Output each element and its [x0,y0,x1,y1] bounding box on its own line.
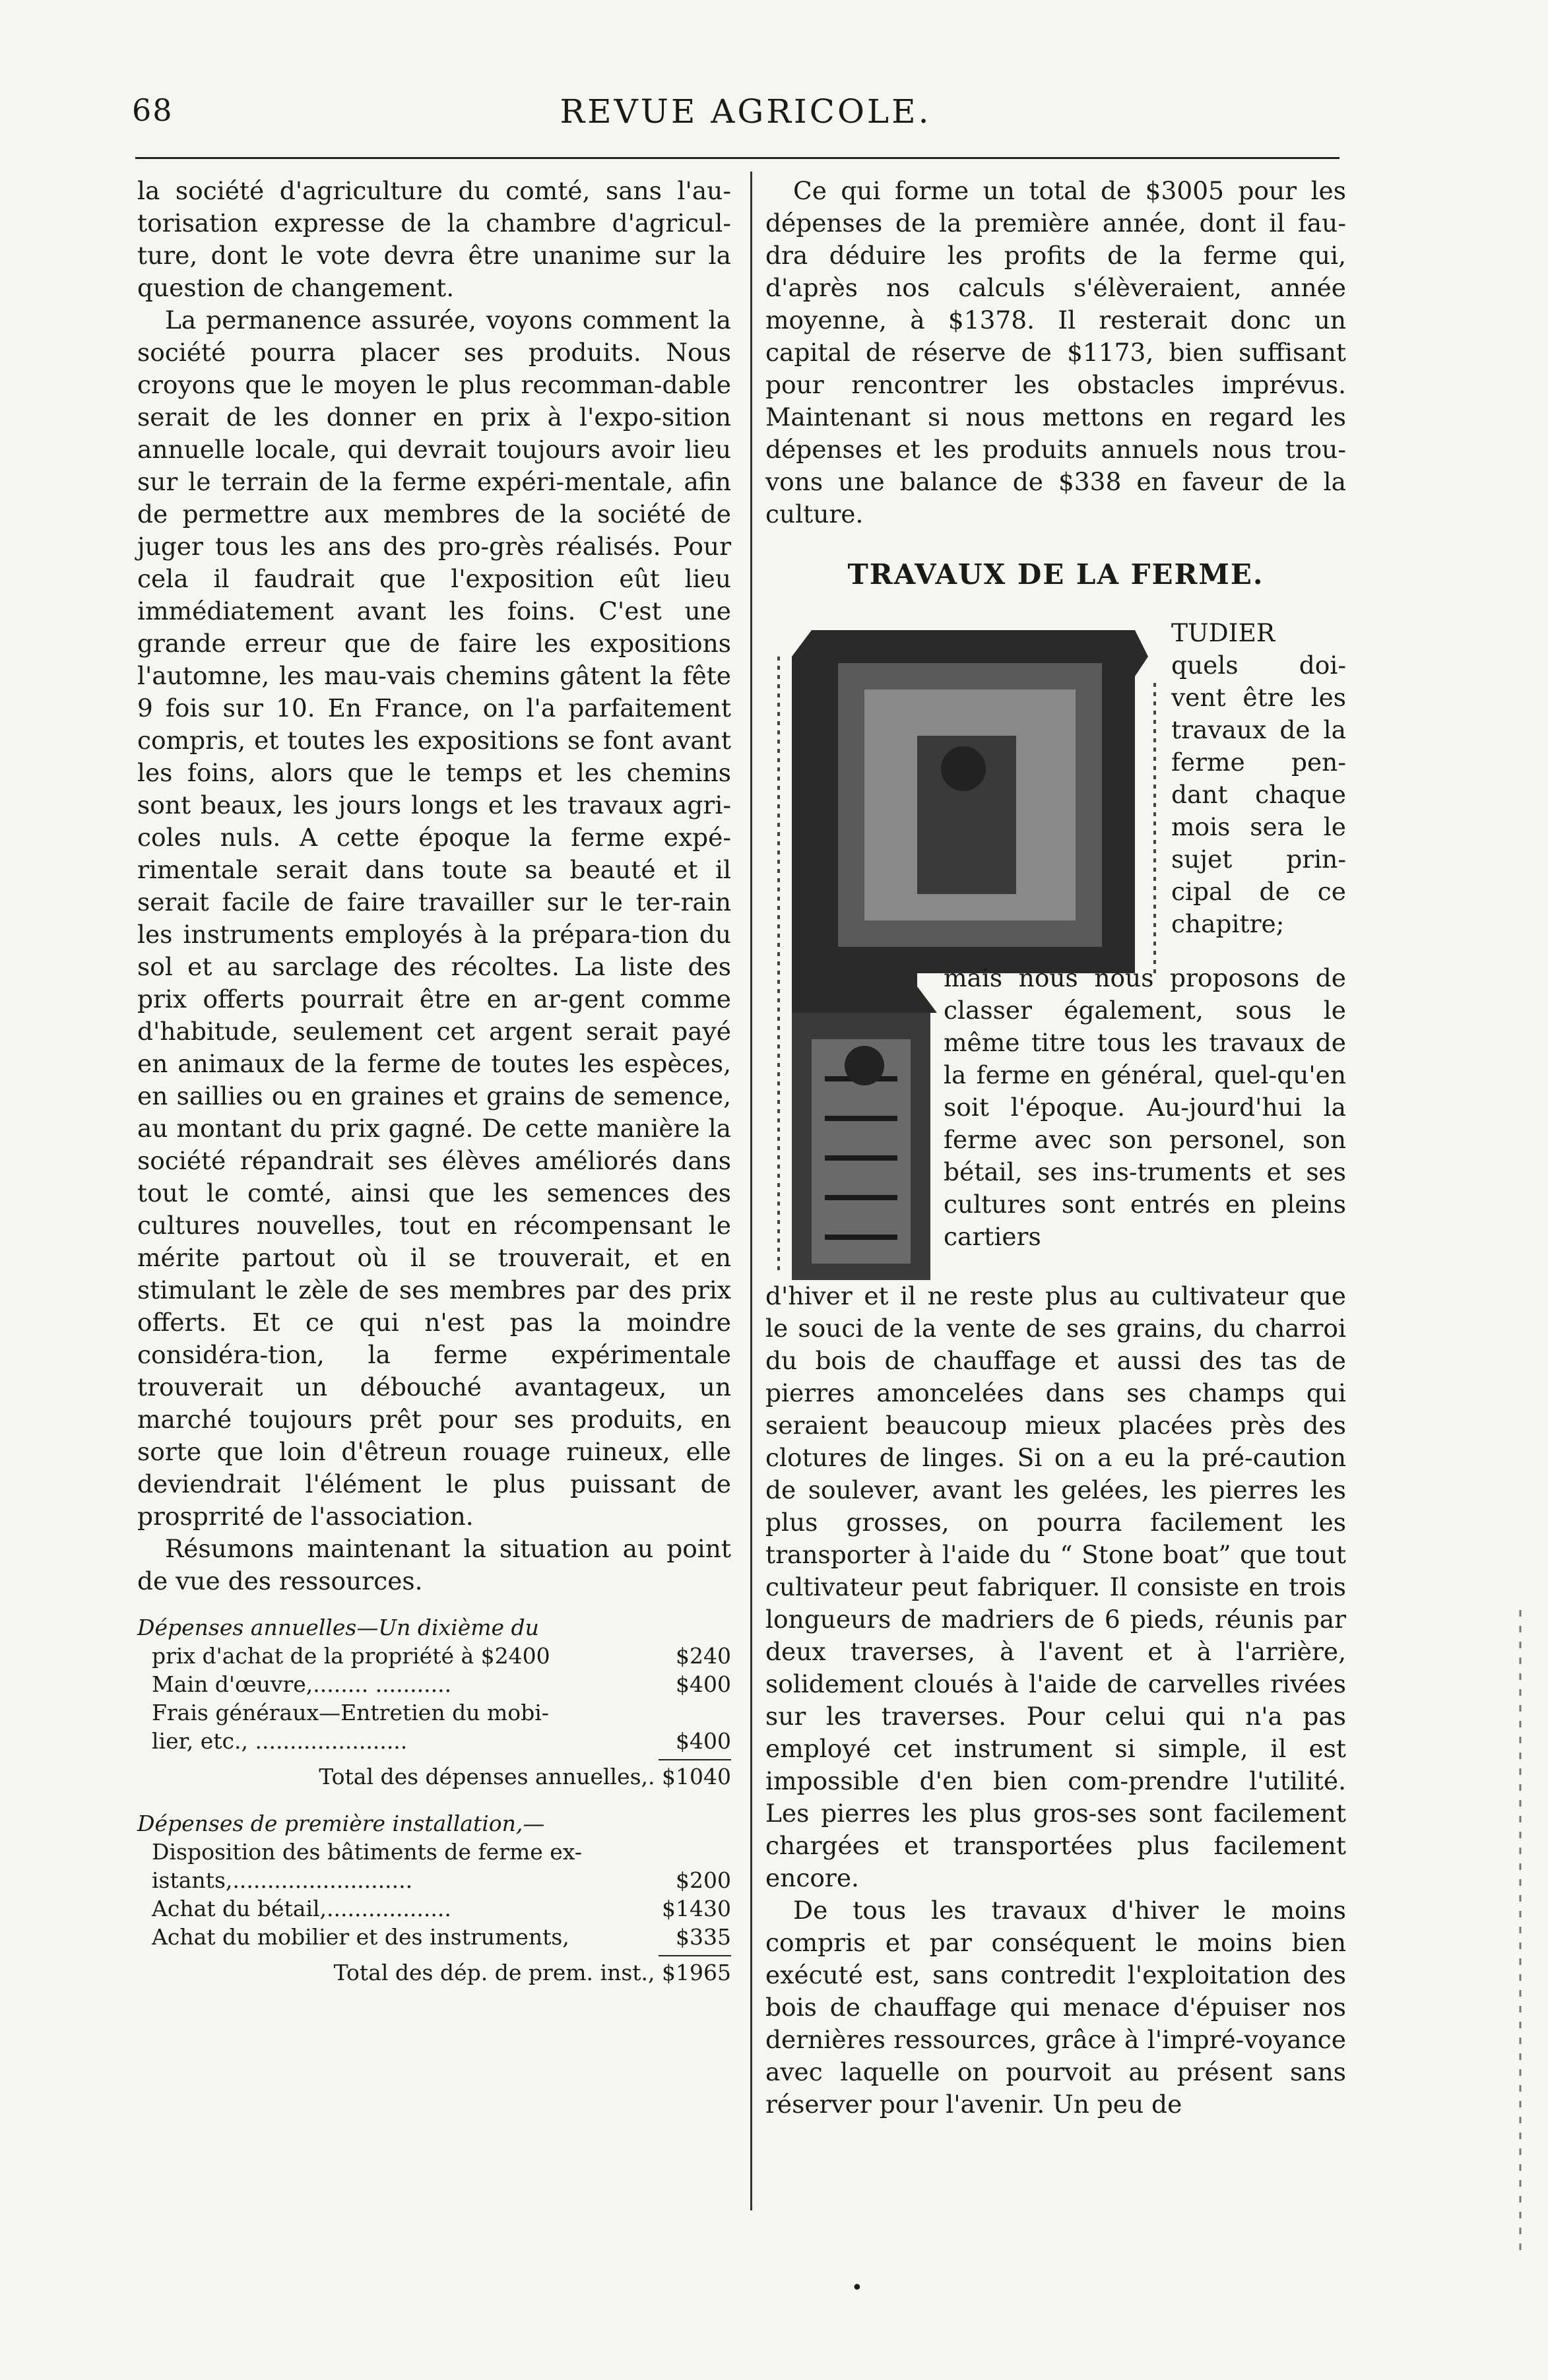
expense-amount: $335 [676,1924,731,1950]
footer-mark: • [851,2276,863,2300]
illustrated-initial-block [765,617,1346,1280]
expense-row [137,1670,731,1698]
expense-label: Disposition des bâtiments de ferme ex- [152,1839,582,1865]
expense-label: lier, etc., ...................... [152,1728,408,1754]
install-expenses-title: Dépenses de première installation,— [137,1811,545,1836]
expense-label: Achat du mobilier et des instruments, [152,1924,569,1950]
expense-amount: $400 [676,1671,731,1697]
expense-row [137,1838,731,1866]
expense-label: Achat du bétail,.................. [152,1896,451,1921]
expense-row [137,1727,731,1755]
right-column [765,175,1346,2121]
paragraph: Résumons maintenant la situation au point de vue des ressources. [137,1534,731,1595]
expense-label: prix d'achat de la propriété à $2400 [152,1643,550,1669]
annual-total: Total des dépenses annuelles,. $1040 [319,1764,731,1789]
dropcap-text: TUDIER quels doi-vent être les travaux de la ferme pen-dant chaque mois sera le sujet prin-cipal de ce chapitre; [1171,618,1346,938]
install-total: Total des dép. de prem. inst., $1965 [333,1960,731,1985]
paragraph: la société d'agriculture du comté, sans l'au-torisation expresse de la chambre d'agricul-ture, dont le vote devra être unanime sur la question de changement. [137,176,731,302]
paragraph: d'hiver et il ne reste plus au cultivateur que le souci de la vente de ses grains, du charroi du bois de chauffage et aussi des tas de pierres amoncelées dans ses champs qui seraient beaucoup mieux placées près des clotures de linges. Si on a eu la pré-caution de soulever, avant les gelées, les pierres les plus grosses, on pourra facilement les transporter à l'aide du “ Stone boat” que tout cultivateur peut fabriquer. Il consiste en trois longueurs de madriers de 6 pieds, réunis par deux traverses, à l'avent et à l'arrière, solidement cloués à l'aide de carvelles rivées sur les traverses. Pour celui qui n'a pas employé cet instrument si simple, il est impossible d'en bien com-prendre l'utilité. Les pierres les plus gros-ses sont facilement chargées et transportées plus facilement encore. [765,1281,1346,1892]
wrapped-text: mais nous nous proposons de classer également, sous le même titre tous les travaux de la ferme en général, quel-qu'en soit l'époque. Au-jourd'hui la ferme avec son personel, son bétail, ses ins-truments et ses cultures sont entrés en pleins cartiers [944,963,1346,1251]
expense-row [137,1698,731,1727]
paragraph: Ce qui forme un total de $3005 pour les dépenses de la première année, dont il fau-dra déduire les profits de la ferme qui, d'après nos calculs s'élèveraient, année moyenne, à $1378. Il resterait donc un capital de réserve de $1173, bien suffisant pour rencontrer les obstacles imprévus. Maintenant si nous mettons en regard les dépenses et les produits annuels nous trou-vons une balance de $338 en faveur de la culture. [765,176,1346,529]
left-column [137,175,731,1989]
expense-row [137,1866,731,1894]
expense-amount [659,1698,731,1727]
paragraph: La permanence assurée, voyons comment la société pourra placer ses produits. Nous croyons que le moyen le plus recomman-dable serait de les donner en prix à l'expo-sition annuelle locale, qui devrait toujours avoir lieu sur le terrain de la ferme expéri-mentale, afin de permettre aux membres de la société de juger tous les ans des pro-grès réalisés. Pour cela il faudrait que l'exposition eût lieu immédiatement avant les foins. C'est une grande erreur que de faire les expositions l'automne, les mau-vais chemins gâtent la fête 9 fois sur 10. En France, on l'a parfaitement compris, et toutes les expositions se font avant les foins, alors que le temps et les chemins sont beaux, les jours longs et les travaux agri-coles nuls. A cette époque la ferme expé-rimentale serait dans toute sa beauté et il serait facile de faire travailler sur le ter-rain les instruments employés à la prépara-tion du sol et au sarclage des récoltes. La liste des prix offerts pourrait être en ar-gent comme d'habitude, seulement cet argent serait payé en animaux de la ferme de toutes les espèces, en saillies ou en graines et grains de semence, au montant du prix gagné. De cette manière la société répandrait ses élèves améliorés dans tout le comté, ainsi que les semences des cultures nouvelles, tout en récompensant le mérite partout où il se trouverait, et en stimulant le zèle de ses membres par des prix offerts. Et ce qui n'est pas la moindre considéra-tion, la ferme expérimentale trouverait un débouché avantageux, un marché toujours prêt pour ses produits, en sorte que loin d'êtreun rouage ruineux, elle deviendrait l'élément le plus puissant de prosprrité de l'association. [137,306,731,1531]
expense-label: Main d'œuvre,........ ........... [152,1671,452,1697]
column-rule [750,172,752,2210]
expense-amount: $200 [676,1867,731,1893]
expense-row [137,1894,731,1923]
paragraph: De tous les travaux d'hiver le moins compris et par conséquent le moins bien exécuté est, sans contredit l'exploitation des bois de chauffage qui menace d'épuiser nos dernières ressources, grâce à l'impré-voyance avec laquelle on pourvoit au présent sans réserver pour l'avenir. Un peu de [765,1896,1346,2119]
expense-row [137,1923,731,1951]
expense-label: Frais généraux—Entretien du mobi- [152,1700,549,1725]
section-title: TRAVAUX DE LA FERME. [847,558,1264,591]
expense-amount: $240 [676,1643,731,1669]
running-header [125,86,1366,139]
expense-row [137,1642,731,1670]
expense-amount: $1430 [662,1896,731,1921]
expense-amount: $400 [676,1728,731,1754]
expense-label: istants,.......................... [152,1867,413,1893]
annual-expenses-title: Dépenses annuelles—Un dixième du [137,1615,539,1640]
journal-title: REVUE AGRICOLE. [560,92,932,131]
header-rule [135,157,1339,159]
expense-amount [659,1838,731,1866]
page-number: 68 [132,92,174,128]
page-edge-marks-icon [1514,1610,1526,2257]
